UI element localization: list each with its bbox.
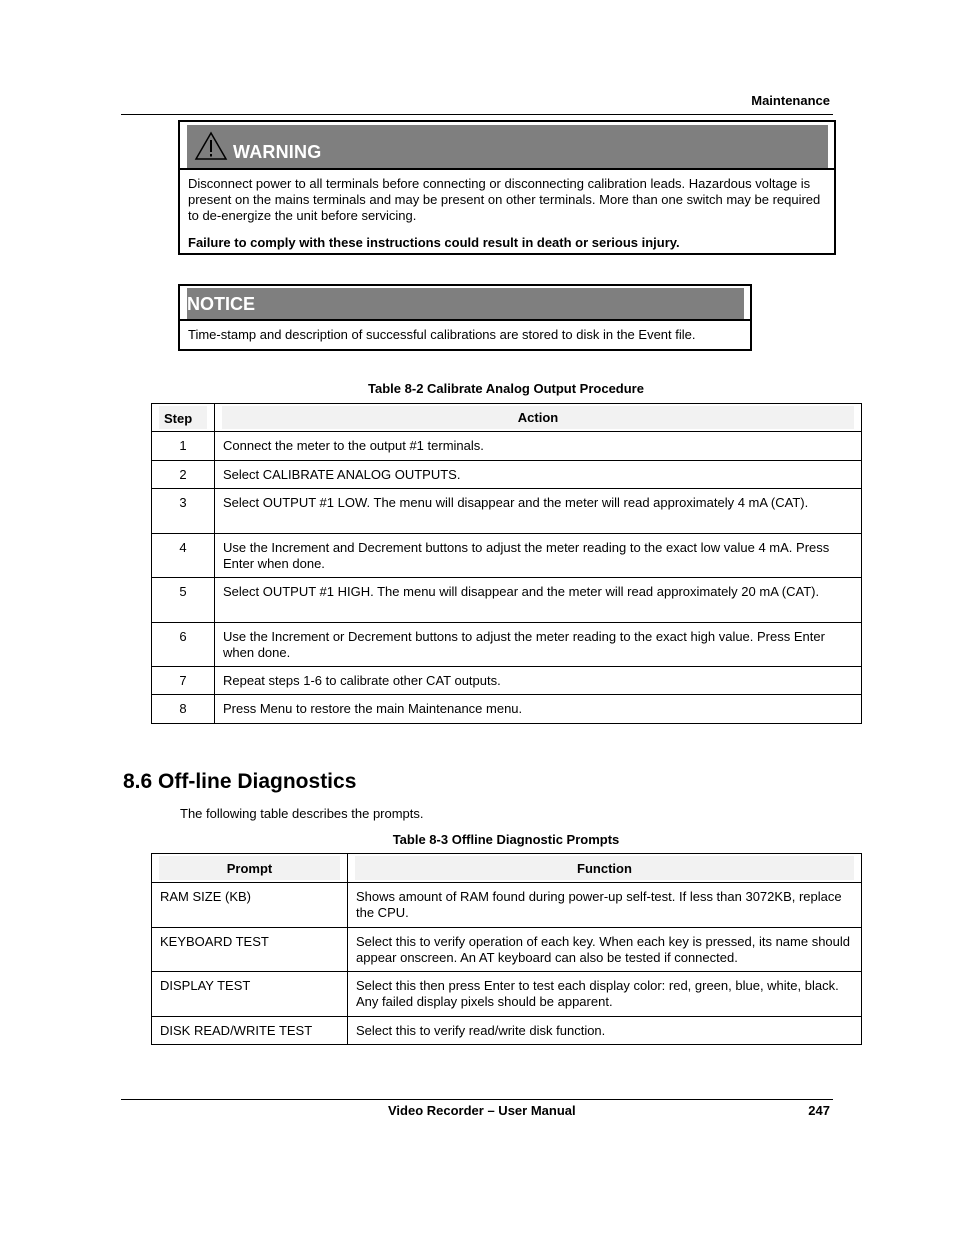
step-cell: 1 — [152, 432, 215, 461]
action-cell: Select OUTPUT #1 HIGH. The menu will disappear and the meter will read approximately 20 mA (CAT). — [215, 578, 862, 623]
column-header-action — [215, 404, 862, 432]
section-intro: The following table describes the prompts. — [180, 806, 424, 821]
column-header-label: Step — [164, 410, 193, 426]
step-cell: 6 — [152, 623, 215, 667]
table-row — [152, 695, 862, 724]
function-cell: Shows amount of RAM found during power-up self-test. If less than 3072KB, replace the CPU. — [348, 883, 862, 928]
table-row — [152, 667, 862, 695]
prompt-cell: KEYBOARD TEST — [152, 928, 348, 972]
step-cell: 5 — [152, 578, 215, 623]
calibration-table — [151, 403, 862, 724]
table-row — [152, 461, 862, 489]
step-cell: 2 — [152, 461, 215, 489]
step-cell: 4 — [152, 534, 215, 578]
action-cell: Connect the meter to the output #1 terminals. — [215, 432, 862, 461]
warning-title: WARNING — [233, 142, 322, 162]
diagnostics-table — [151, 853, 862, 1045]
page-number: 247 — [808, 1103, 830, 1118]
warning-header — [187, 125, 828, 168]
table-row — [152, 578, 862, 623]
function-cell: Select this then press Enter to test each display color: red, green, blue, white, black. Any failed display pixels should be apparent. — [348, 972, 862, 1017]
notice-divider — [180, 319, 750, 321]
table-row — [152, 928, 862, 972]
table-header-row — [152, 854, 862, 883]
table-row — [152, 1017, 862, 1045]
table-row — [152, 534, 862, 578]
column-header-label: Function — [577, 860, 632, 876]
warning-divider — [180, 168, 834, 170]
table1-caption: Table 8-2 Calibrate Analog Output Procedure — [368, 381, 644, 396]
column-header-step — [152, 404, 215, 432]
column-header-prompt — [152, 854, 348, 883]
action-cell: Select OUTPUT #1 LOW. The menu will disappear and the meter will read approximately 4 mA (CAT). — [215, 489, 862, 534]
section-heading: 8.6 Off-line Diagnostics — [123, 770, 357, 793]
step-cell: 8 — [152, 695, 215, 724]
footer-title: Video Recorder – User Manual — [388, 1103, 576, 1118]
prompt-cell: DISK READ/WRITE TEST — [152, 1017, 348, 1045]
running-header: Maintenance — [751, 93, 830, 108]
action-cell: Use the Increment or Decrement buttons to adjust the meter reading to the exact high value. Press Enter when done. — [215, 623, 862, 667]
column-header-function — [348, 854, 862, 883]
footer-rule — [121, 1099, 833, 1100]
warning-emphasis: Failure to comply with these instructions could result in death or serious injury. — [188, 235, 680, 250]
column-header-label: Action — [517, 410, 559, 425]
notice-header — [187, 288, 744, 319]
action-cell: Press Menu to restore the main Maintenance menu. — [215, 695, 862, 724]
column-header-label: Prompt — [226, 860, 273, 876]
function-cell: Select this to verify operation of each key. When each key is pressed, its name should appear onscreen. An AT keyboard can also be tested if connected. — [348, 928, 862, 972]
table-row — [152, 489, 862, 534]
warning-body: Disconnect power to all terminals before connecting or disconnecting calibration leads. Hazardous voltage is present on the mains terminals and may be present on other terminals. More than one switch may be required to de-energize the unit before servicing. — [188, 176, 821, 223]
step-cell: 7 — [152, 667, 215, 695]
warning-box — [178, 120, 836, 255]
table-row — [152, 623, 862, 667]
step-cell: 3 — [152, 489, 215, 534]
action-cell: Repeat steps 1-6 to calibrate other CAT outputs. — [215, 667, 862, 695]
notice-title: NOTICE — [187, 294, 256, 314]
notice-body: Time-stamp and description of successful calibrations are stored to disk in the Event file. — [188, 327, 696, 342]
prompt-cell: DISPLAY TEST — [152, 972, 348, 1017]
table-row — [152, 883, 862, 928]
header-rule — [121, 114, 833, 115]
warning-icon — [194, 131, 228, 161]
function-cell: Select this to verify read/write disk function. — [348, 1017, 862, 1045]
table-header-row — [152, 404, 862, 432]
prompt-cell: RAM SIZE (KB) — [152, 883, 348, 928]
action-cell: Use the Increment and Decrement buttons to adjust the meter reading to the exact low value 4 mA. Press Enter when done. — [215, 534, 862, 578]
table2-caption: Table 8-3 Offline Diagnostic Prompts — [392, 832, 620, 847]
action-cell: Select CALIBRATE ANALOG OUTPUTS. — [215, 461, 862, 489]
notice-box — [178, 284, 752, 351]
table-row — [152, 972, 862, 1017]
table-row — [152, 432, 862, 461]
